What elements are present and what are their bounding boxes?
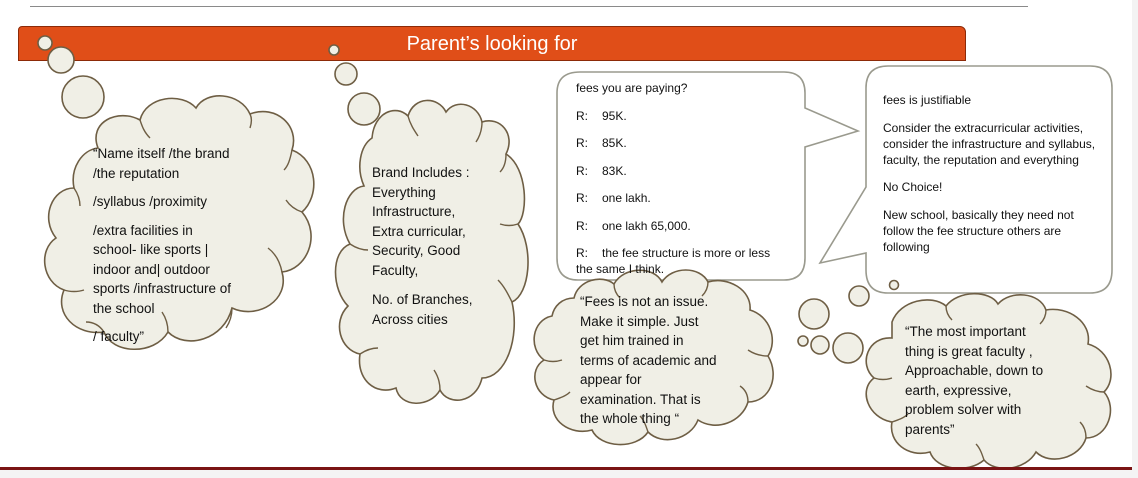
thought-bubble-dot [48,47,74,73]
response-text: 83K. [602,163,627,178]
response-text: 95K. [602,108,627,123]
response-label: R: [576,108,588,123]
thought-bubble-dot [348,93,380,125]
text-line: Make it simple. Just [580,313,699,329]
response-text: the fee structure is more or less [602,246,771,260]
thought-bubble-dot [335,63,357,85]
response-line [576,108,804,124]
text-line: /extra facilities in [93,222,193,238]
text-line: “Name itself /the brand [93,146,230,161]
text-line: Security, Good [372,243,461,258]
thought-bubble-dot [798,336,808,346]
page-bottom-edge [0,470,1138,478]
response-line [576,135,804,151]
text-line: / faculty” [93,329,145,344]
paragraph: New school, basically they need not follow the fee structure others are following [883,207,1074,254]
response-text: one lakh 65,000. [602,218,691,233]
text-line: earth, expressive, [905,382,1012,398]
thought-bubble-dot [811,336,829,354]
text-line: problem solver with [905,402,1022,417]
paragraph: No Choice! [883,180,943,194]
thought-bubble-dot [799,299,829,329]
fees-question-text [576,80,804,289]
text-line: Extra curricular, [372,223,466,239]
text-line: Infrastructure, [372,204,456,219]
response-text: 85K. [602,136,627,150]
text-line: examination. That is [580,391,701,407]
thought-bubble-dot [62,76,104,118]
text-line: parents” [905,421,955,437]
text-line: Everything [372,184,436,200]
thought-bubble-dot [833,333,863,363]
text-line: No. of Branches, [372,292,473,307]
cloud-brand-reputation-text [93,144,293,347]
text-line: Faculty, [372,262,419,278]
response-label: R: [576,218,588,233]
question-line: fees you are paying? [576,81,688,95]
cloud-fees-not-issue-text [580,292,740,429]
text-line: appear for [580,372,642,387]
thought-bubble-dot [329,45,339,55]
thought-bubble-dot [890,281,899,290]
slide-title: Parent’s looking for [406,33,578,55]
response-label: R: [576,163,588,178]
fees-justifiable-text [883,92,1098,266]
response-label: R: [576,246,588,260]
cloud-brand-includes-text [372,163,502,329]
paragraph: Consider the extracurricular activities, consider the infrastructure and syllabus, faculty, the reputation and everything [883,120,1096,167]
text-line: thing is great faculty , [905,343,1033,359]
response-text: one lakh. [602,191,651,205]
text-line: /syllabus /proximity [93,194,208,209]
thought-bubble-dot [849,286,869,306]
response-line [576,218,804,234]
text-line: get him trained in [580,333,684,348]
cloud-great-faculty-text [905,322,1065,439]
text-line: Approachable, down to [905,363,1044,378]
text-line: Brand Includes : [372,165,470,180]
text-line: “The most important [905,324,1026,339]
response-line [576,163,804,179]
text-line: /the reputation [93,165,180,181]
response-label: R: [576,136,588,150]
text-line: the school [93,300,155,316]
response-label: R: [576,191,588,205]
text-line: Across cities [372,311,448,327]
response-line [576,190,804,206]
thought-bubble-dot [38,36,52,50]
text-line: “Fees is not an issue. [580,294,709,309]
response-continuation: the same I think. [576,262,665,276]
response-line [576,245,804,261]
text-line: school- like sports | [93,242,209,257]
text-line: indoor and| outdoor [93,261,210,277]
text-line: the whole thing “ [580,411,680,426]
text-line: sports /infrastructure of [93,281,232,296]
text-line: terms of academic and [580,352,717,368]
paragraph: fees is justifiable [883,93,972,107]
